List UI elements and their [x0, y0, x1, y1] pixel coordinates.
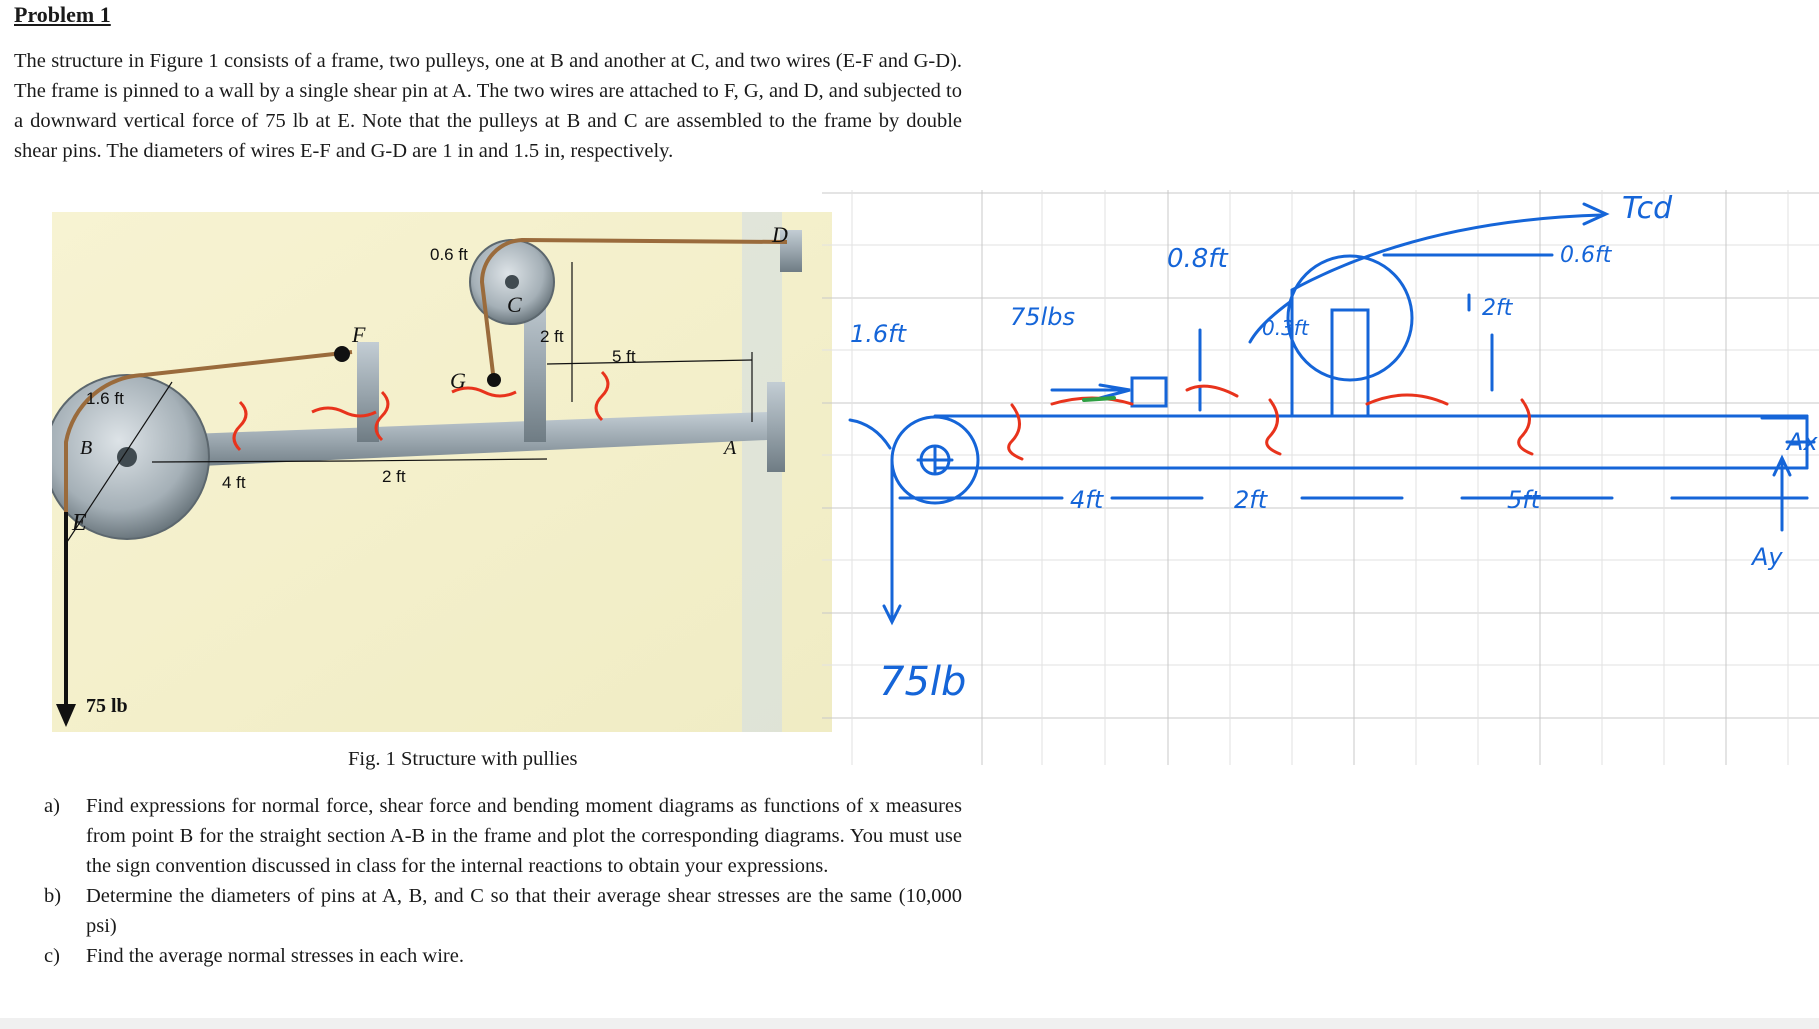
sketch-label-08ft: 0.8ft [1167, 244, 1228, 274]
label-dim-4ft: 4 ft [222, 473, 246, 492]
sketch-label-16ft: 1.6ft [850, 320, 907, 348]
post-f-sketch [1132, 378, 1166, 406]
free-body-sketch [822, 190, 1819, 765]
sketch-label-2ft-right: 2ft [1482, 296, 1513, 321]
green-mark [1084, 398, 1114, 400]
question-text: Find the average normal stresses in each wire. [86, 945, 464, 967]
sketch-label-4ft: 4ft [1070, 486, 1104, 514]
label-dim-2ft-horizontal: 2 ft [382, 467, 406, 486]
question-text: Find expressions for normal force, shear force and bending moment diagrams as functions of x measures from point B for the straight section A-B in the frame and plot the corresponding diagrams. You must use the sign convention discussed in class for the internal reactions to obtain your expressions. [86, 795, 962, 877]
pulley-c-pin [505, 275, 519, 289]
sketch-label-06ft: 0.6ft [1560, 243, 1612, 268]
point-g-dot [487, 373, 501, 387]
label-point-b: B [80, 437, 93, 459]
question-label: a) [44, 795, 60, 817]
label-point-f: F [352, 322, 366, 347]
label-point-a: A [724, 437, 737, 459]
label-dim-2ft-vertical: 2 ft [540, 327, 564, 346]
sketch-ink [850, 204, 1814, 622]
structure-figure [52, 212, 832, 732]
label-point-e: E [72, 510, 87, 536]
question-label: c) [44, 945, 60, 967]
label-pulley-c-diameter: 0.6 ft [430, 245, 468, 264]
label-load: 75 lb [86, 695, 128, 717]
sketch-label-ay: Ay [1752, 543, 1783, 571]
label-pulley-b-diameter: 1.6 ft [86, 389, 124, 408]
question-c [44, 941, 962, 971]
question-label: b) [44, 885, 62, 907]
problem-title: Problem 1 [14, 2, 111, 27]
question-b [44, 881, 962, 941]
label-point-d: D [772, 222, 788, 247]
point-f-dot [334, 346, 350, 362]
sketch-label-2ft: 2ft [1234, 486, 1268, 514]
question-list [44, 791, 962, 971]
sketch-label-5ft: 5ft [1507, 486, 1541, 514]
sketch-sections [1009, 386, 1532, 459]
problem-statement: The structure in Figure 1 consists of a frame, two pulleys, one at B and another at C, and two wires (E-F and G-D). The frame is pinned to a wall by a single shear pin at A. The two wires are attached to F, G, and D, and subjected to a downward vertical force of 75 lb at E. Note that the pulleys at B and C are assembled to the frame by double shear pins. The diameters of wires E-F and G-D are 1 in and 1.5 in, respectively. [14, 50, 962, 162]
label-dim-5ft: 5 ft [612, 347, 636, 366]
sketch-label-75lbs: 75lbs [1010, 303, 1075, 331]
sketch-label-ax: Ax [1787, 428, 1818, 456]
label-point-c: C [507, 292, 522, 317]
label-point-g: G [450, 368, 466, 393]
question-text: Determine the diameters of pins at A, B, and C so that their average shear stresses are the same (10,000 psi) [86, 885, 962, 937]
sketch-label-03ft: 0.3ft [1262, 316, 1309, 340]
question-a [44, 791, 962, 881]
sketch-label-tcd: Tcd [1622, 191, 1673, 226]
sketch-label-75lb: 75lb [879, 659, 967, 705]
post-c-sketch [1332, 310, 1368, 416]
wall-bracket [767, 382, 785, 472]
figure-caption: Fig. 1 Structure with pullies [348, 748, 578, 770]
page-bottom-strip [0, 1018, 1819, 1029]
